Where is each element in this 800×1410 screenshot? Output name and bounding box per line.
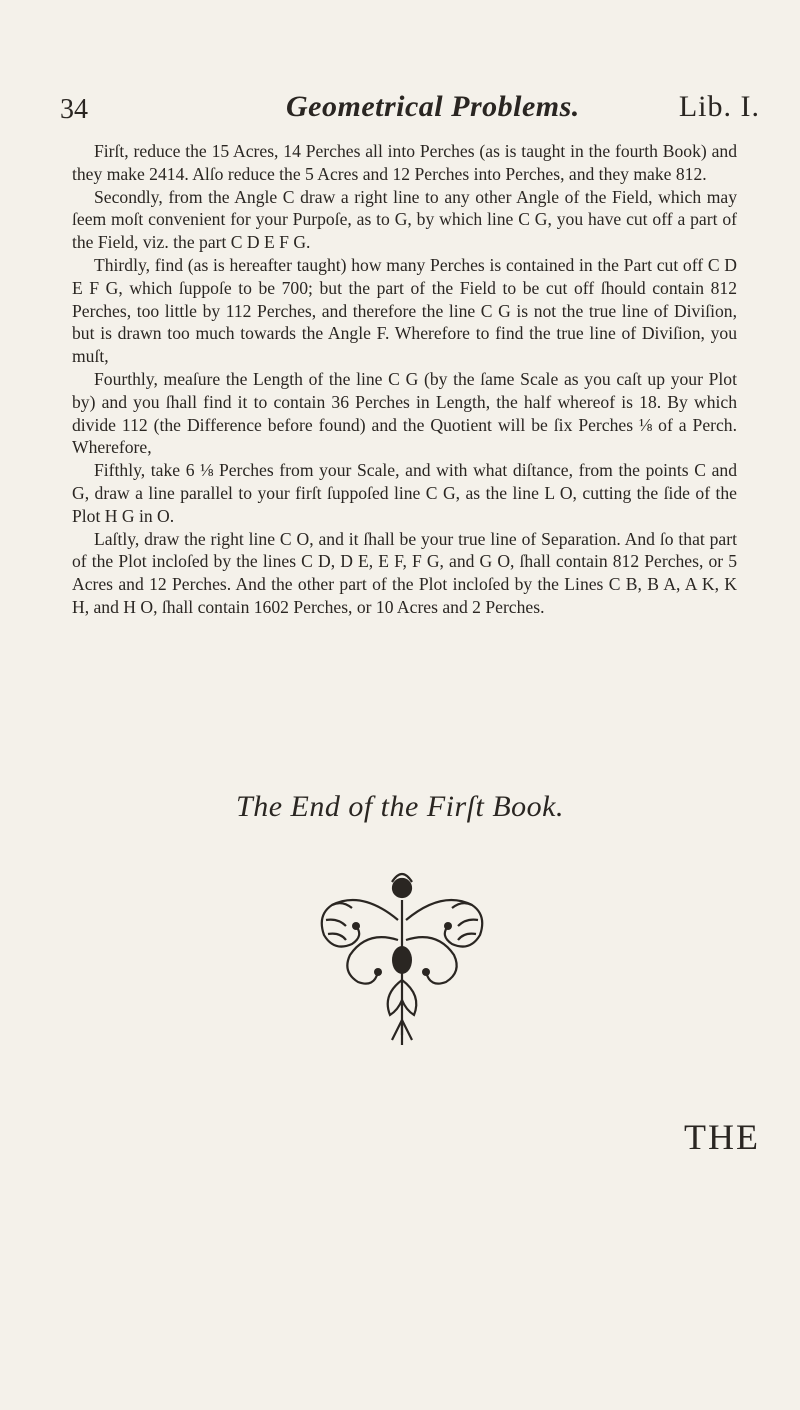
end-of-book-title: The End of the Firſt Book.: [236, 790, 564, 823]
paragraph-last: Laſtly, draw the right line C O, and it ſhall be your true line of Separation. And ſo that part of the Plot incloſed by the lines C D, D E, E F, F G, and G O, ſhall contain 812 Perches, or 5 Acres and 12 Perches. And the other part of the Plot incloſed by the Lines C B, B A, A K, K H, and H O, ſhall contain 1602 Perches, or 10 Acres and 2 Perches.: [72, 528, 737, 617]
page-number: 34: [60, 94, 88, 125]
floral-tailpiece-icon: [312, 860, 492, 1050]
paragraph-fifth: Fifthly, take 6 ⅛ Perches from your Scale, and with what diſtance, from the points C and G, draw a line parallel to your firſt ſuppoſed line C G, as the line L O, cutting the ſide of the Plot H G in O.: [72, 460, 737, 526]
book-label: Lib. I.: [678, 90, 760, 123]
running-title: Geometrical Problems.: [286, 90, 580, 123]
body-text: [72, 140, 737, 619]
paragraph-second: Secondly, from the Angle C draw a right line to any other Angle of the Field, which may ſeem moſt convenient for your Purpoſe, as to G, by which line C G, you have cut off a part of the Field, viz. the part C D E F G.: [72, 186, 737, 253]
running-header: [60, 90, 760, 134]
paragraph-fourth: Fourthly, meaſure the Length of the line C G (by the ſame Scale as you caſt up your Plot by) and you ſhall find it to contain 36 Perches in Length, the half whereof is 18. By which divide 112 (the Difference before found) and the Quotient will be ſix Perches ⅛ of a Perch. Wherefore,: [72, 368, 737, 458]
paragraph-third: Thirdly, find (as is hereafter taught) how many Perches is contained in the Part cut off C D E F G, which ſuppoſe to be 700; but the part of the Field to be cut off ſhould contain 812 Perches, too little by 112 Perches, and therefore the line C G is not the true line of Diviſion, but is drawn too much towards the Angle F. Wherefore to find the true line of Diviſion, you muſt,: [72, 254, 737, 367]
catchword: THE: [684, 1117, 760, 1157]
paragraph-first: Firſt, reduce the 15 Acres, 14 Perches all into Perches (as is taught in the fourth Book) and they make 2414. Alſo reduce the 5 Acres and 12 Perches into Perches, and they make 812.: [72, 141, 737, 184]
